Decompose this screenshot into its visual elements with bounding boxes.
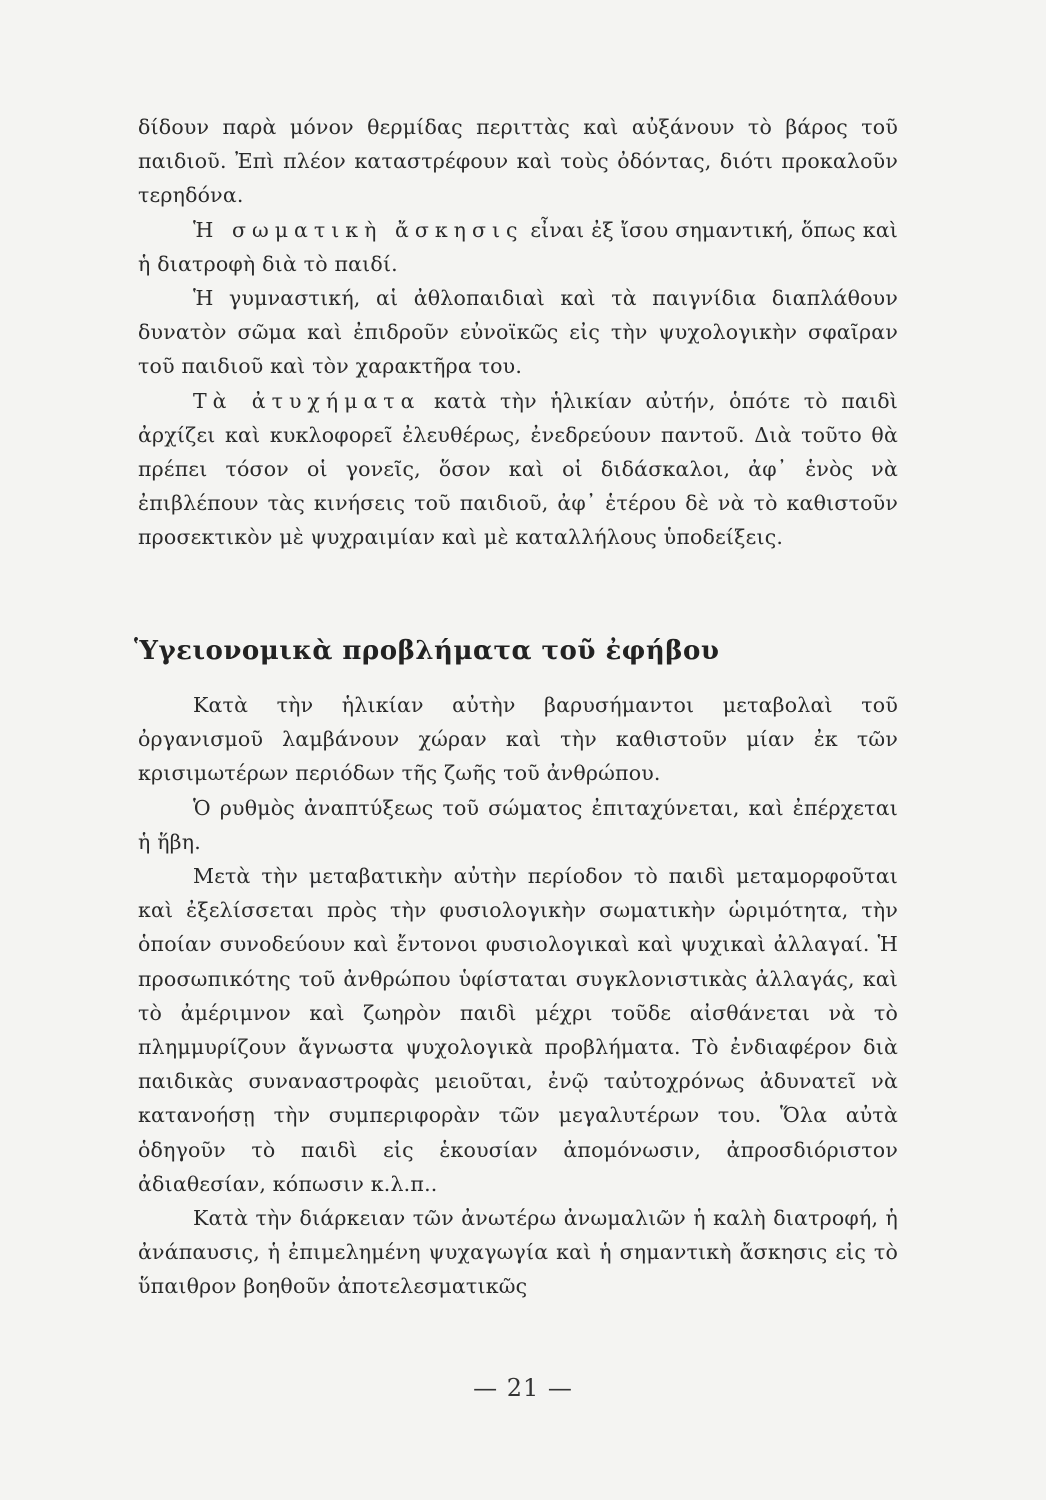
emphasis-accidents: Τὰ ἀτυχήματα: [193, 388, 421, 413]
page-number: — 21 —: [473, 1374, 573, 1402]
section-heading: Ὑγειονομικὰ προβλήματα τοῦ ἐφήβου: [134, 636, 720, 666]
paragraph-3: Ἡ γυμναστική, αἱ ἀθλοπαιδιαὶ καὶ τὰ παιγνίδια διαπλάθουν δυνατὸν σῶμα καὶ ἐπιδροῦν εὐνοϊκῶς εἰς τὴν ψυχολογικὴν σφαῖραν τοῦ παιδιοῦ καὶ τὸν χαρακτῆρα του.: [138, 286, 898, 379]
paragraph-6: Ὁ ρυθμὸς ἀναπτύξεως τοῦ σώματος ἐπιταχύνεται, καὶ ἐπέρχεται ἡ ἥβη.: [138, 795, 898, 854]
paragraph-7: Μετὰ τὴν μεταβατικὴν αὐτὴν περίοδον τὸ παιδὶ μεταμορφοῦται καὶ ἐξελίσσεται πρὸς τὴν φυσιολογικὴν σωματικὴν ὡριμότητα, τὴν ὁποίαν συνοδεύουν καὶ ἔντονοι φυσιολογικαὶ καὶ ψυχικαὶ ἀλλαγαί. Ἡ προσωπικότης τοῦ ἀνθρώπου ὑφίσταται συγκλονιστικὰς ἀλλαγάς, καὶ τὸ ἀμέριμνον καὶ ζωηρὸν παιδὶ μέχρι τοῦδε αἰσθάνεται νὰ τὸ πλημμυρίζουν ἄγνωστα ψυχολογικὰ προβλήματα. Τὸ ἐνδιαφέρον διὰ παιδικὰς συναναστροφὰς μειοῦται, ἐνῷ ταὐτοχρόνως ἀδυνατεῖ νὰ κατανοήσῃ τὴν συμπεριφορὰν τῶν μεγαλυτέρων του. Ὅλα αὐτὰ ὁδηγοῦν τὸ παιδὶ εἰς ἑκουσίαν ἀπομόνωσιν, ἀπροσδιόριστον ἀδιαθεσίαν, κόπωσιν κ.λ.π..: [138, 864, 898, 1196]
paragraph-4-rest: κατὰ τὴν ἡλικίαν αὐτήν, ὁπότε τὸ παιδὶ ἀρχίζει καὶ κυκλοφορεῖ ἐλευθέρως, ἐνεδρεύουν παντοῦ. Διὰ τοῦτο θὰ πρέπει τόσον οἱ γονεῖς, ὅσον καὶ οἱ διδάσκαλοι, ἀφ᾽ ἑνὸς νὰ ἐπιβλέπουν τὰς κινήσεις τοῦ παιδιοῦ, ἀφ᾽ ἑτέρου δὲ νὰ τὸ καθιστοῦν προσεκτικὸν μὲ ψυχραιμίαν καὶ μὲ καταλλήλους ὑποδείξεις.: [138, 388, 898, 550]
section-upper-text: [138, 110, 898, 555]
paragraph-8: Κατὰ τὴν διάρκειαν τῶν ἀνωτέρω ἀνωμαλιῶν ἡ καλὴ διατροφή, ἡ ἀνάπαυσις, ἡ ἐπιμελημένη ψυχαγωγία καὶ ἡ σημαντικὴ ἄσκησις εἰς τὸ ὕπαιθρον βοηθοῦν ἀποτελεσματικῶς: [138, 1206, 898, 1299]
emphasis-physical-exercise: Ἡ σωματικὴ ἄσκησις: [193, 217, 524, 242]
paragraph-2-rest: εἶναι ἐξ ἴσου σημαντική, ὅπως καὶ ἡ διατροφὴ διὰ τὸ παιδί.: [138, 217, 898, 276]
paragraph-4: [138, 384, 898, 555]
paragraph-2: [138, 213, 898, 281]
paragraph-5: Κατὰ τὴν ἡλικίαν αὐτὴν βαρυσήμαντοι μεταβολαὶ τοῦ ὀργανισμοῦ λαμβάνουν χώραν καὶ τὴν καθιστοῦν μίαν ἐκ τῶν κρισιμωτέρων περιόδων τῆς ζωῆς τοῦ ἀνθρώπου.: [138, 693, 898, 786]
section-lower-text: [138, 688, 898, 1304]
paragraph-1: δίδουν παρὰ μόνον θερμίδας περιττὰς καὶ αὐξάνουν τὸ βάρος τοῦ παιδιοῦ. Ἐπὶ πλέον καταστρέφουν καὶ τοὺς ὀδόντας, διότι προκαλοῦν τερηδόνα.: [138, 115, 898, 208]
